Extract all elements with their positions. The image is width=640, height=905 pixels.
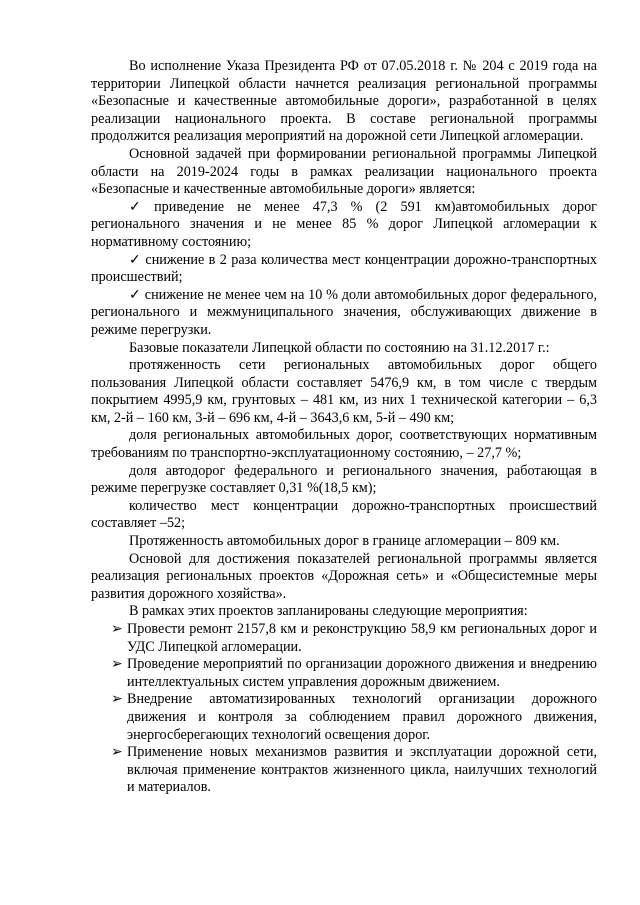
base-indicators-heading: Базовые показатели Липецкой области по состоянию на 31.12.2017 г.: [129, 339, 550, 356]
checkmark-icon: ✓ [129, 286, 141, 303]
measure-item-1-text: Провести ремонт 2157,8 км и реконструкцию 58,9 км региональных дорог и УДС Липецкой агломерации. [127, 621, 597, 655]
checkmark-icon: ✓ [129, 198, 141, 215]
check-item-3 [91, 287, 597, 340]
accident-spots-paragraph: количество мест концентрации дорожно-транспортных происшествий составляет –52; [91, 497, 597, 532]
arrow-bullet-icon: ➢ [111, 621, 123, 637]
arrow-bullet-icon: ➢ [111, 656, 123, 673]
measure-item-3 [91, 691, 597, 744]
measure-item-4-text: Применение новых механизмов развития и эксплуатации дорожной сети, включая применение контрактов жизненного цикла, наилучших технологий и материалов. [127, 744, 597, 796]
normative-share-paragraph: доля региональных автомобильных дорог, соответствующих нормативным требованиям по транспортно-эксплуатационному состоянию, – 27,7 %; [91, 427, 597, 462]
agglomeration-length-paragraph: Протяженность автомобильных дорог в границе агломерации – 809 км. [129, 533, 560, 550]
check-item-3-text: снижение не менее чем на 10 % доли автомобильных дорог федерального, регионального и межмуниципального значения, обслуживающих движение в режиме перегрузки. [91, 286, 597, 338]
arrow-bullet-icon: ➢ [111, 691, 123, 708]
measure-item-1 [91, 621, 597, 656]
measure-item-3-text: Внедрение автоматизированных технологий организации дорожного движения и контроля за соблюдением правил дорожного движения, энергосберегающих технологий освещения дорог. [127, 691, 597, 743]
planned-measures-heading: В рамках этих проектов запланированы следующие мероприятия: [129, 603, 528, 620]
check-item-2 [91, 252, 597, 287]
measure-item-4 [91, 744, 597, 797]
checkmark-icon: ✓ [129, 251, 141, 268]
basis-paragraph: Основой для достижения показателей региональной программы является реализация региональных проектов «Дорожная сеть» и «Общесистемные меры развития дорожного хозяйства». [91, 550, 597, 602]
measure-item-2-text: Проведение мероприятий по организации дорожного движения и внедрению интеллектуальных систем управления дорожным движением. [127, 656, 597, 690]
check-item-2-text: снижение в 2 раза количества мест концентрации дорожно-транспортных происшествий; [91, 251, 598, 286]
goal-paragraph: Основной задачей при формировании региональной программы Липецкой области на 2019-2024 годы в рамках реализации национального проекта «Безопасные и качественные автомобильные дороги» является: [91, 145, 597, 198]
intro-paragraph: Во исполнение Указа Президента РФ от 07.05.2018 г. № 204 с 2019 года на территории Липецкой области начнется реализация региональной программы «Безопасные и качественные автомобильные дороги», разработанной в целях реализации национального проекта. В составе региональной программы продолжится реализация мероприятий на дорожной сети Липецкой агломерации. [91, 58, 597, 145]
network-length-paragraph: протяженность сети региональных автомобильных дорог общего пользования Липецкой области составляет 5476,9 км, в том числе с твердым покрытием 4995,9 км, грунтовых – 481 км, из них 1 технической категории – 6,3 км, 2-й – 160 км, 3-й – 696 км, 4-й – 3643,6 км, 5-й – 490 км; [91, 357, 597, 426]
arrow-bullet-icon: ➢ [111, 744, 123, 761]
check-item-1 [91, 199, 597, 252]
overload-share-paragraph: доля автодорог федерального и регионального значения, работающая в режиме перегрузке составляет 0,31 %(18,5 км); [91, 462, 597, 497]
document-body [91, 58, 597, 797]
measure-item-2 [91, 656, 597, 691]
check-item-1-text: приведение не менее 47,3 % (2 591 км)автомобильных дорог регионального значения и не менее 85 % дорог Липецкой агломерации к нормативному состоянию; [91, 198, 597, 250]
